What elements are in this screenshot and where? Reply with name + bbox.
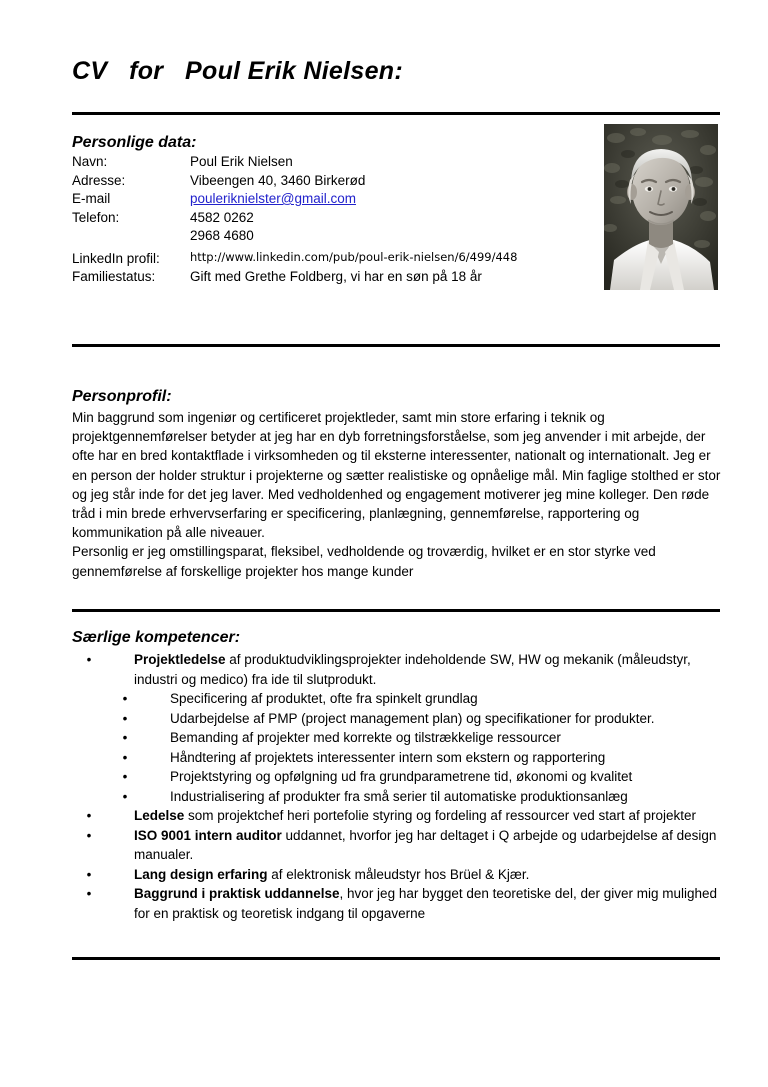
- competency-item: [72, 689, 732, 709]
- bullet-icon: •: [86, 808, 92, 823]
- personal-data-value: Vibeengen 40, 3460 Birkerød: [190, 172, 366, 188]
- competency-item: [72, 728, 732, 748]
- competency-item: [72, 806, 732, 826]
- competency-item: [72, 748, 732, 768]
- competency-term: ISO 9001 intern auditor: [134, 827, 282, 843]
- personal-data-row: [72, 229, 542, 252]
- portrait-photo-image: [604, 124, 718, 290]
- linkedin-url: http://www.linkedin.com/pub/poul-erik-nielsen/6/499/448: [190, 249, 518, 264]
- bullet-icon: •: [122, 749, 128, 765]
- competency-text: Projektstyring og opfølgning ud fra grundparametrene tid, økonomi og kvalitet: [170, 769, 633, 784]
- bullet-icon: •: [86, 866, 92, 882]
- bullet-icon: •: [86, 652, 92, 667]
- competency-term: Lang design erfaring: [134, 866, 268, 882]
- divider-rule-bottom: [72, 957, 720, 960]
- personal-data-row: [72, 192, 542, 211]
- competency-text: Bemanding af projekter med korrekte og tilstrækkelige ressourcer: [170, 730, 561, 745]
- divider-rule-top: [72, 112, 720, 115]
- personal-data-label: E-mail: [72, 191, 111, 206]
- personal-data-value: 2968 4680: [190, 228, 254, 243]
- competency-item: [72, 787, 732, 807]
- personal-data-label: Adresse:: [72, 172, 126, 188]
- personal-data-row: [72, 155, 542, 174]
- section-heading-profile: Personprofil:: [72, 388, 172, 405]
- competency-description: af produktudviklingsprojekter indeholdende SW, HW og mekanik (måleudstyr, industri og medico) fra ide til slutprodukt.: [134, 652, 691, 687]
- competency-text: Udarbejdelse af PMP (project management plan) og specifikationer for produkter.: [170, 710, 655, 726]
- bullet-icon: •: [122, 788, 128, 804]
- personal-data-label: Navn:: [72, 154, 108, 169]
- competency-text: Håndtering af projektets interessenter intern som ekstern og rapportering: [170, 749, 606, 765]
- section-heading-personal-data: Personlige data:: [72, 134, 197, 151]
- bullet-icon: •: [86, 886, 92, 901]
- bullet-icon: •: [122, 730, 128, 745]
- personal-data-table: [72, 155, 542, 289]
- personal-data-label: LinkedIn profil:: [72, 250, 160, 266]
- personal-data-label: [72, 229, 190, 252]
- section-heading-competencies: Særlige kompetencer:: [72, 629, 241, 646]
- competency-term: Ledelse: [134, 808, 185, 823]
- email-link[interactable]: [190, 192, 542, 211]
- competency-description: uddannet, hvorfor jeg har deltaget i Q arbejde og udarbejdelse af design manualer.: [134, 827, 717, 862]
- personal-data-label: Telefon:: [72, 209, 120, 225]
- competency-text: [134, 808, 696, 823]
- competency-item: [72, 884, 732, 923]
- competencies-list: [72, 650, 732, 923]
- competency-description: af elektronisk måleudstyr hos Brüel & Kjær.: [267, 866, 530, 882]
- portrait-photo: [604, 124, 718, 290]
- competency-description: som projektchef heri portefolie styring og fordeling af ressourcer ved start af projekter: [184, 808, 697, 823]
- competency-term: Projektledelse: [134, 652, 226, 667]
- competency-item: [72, 650, 732, 689]
- competency-term: Baggrund i praktisk uddannelse: [134, 886, 340, 901]
- profile-paragraphs: [72, 408, 728, 581]
- personal-data-row: [72, 270, 542, 289]
- personal-data-value: 4582 0262: [190, 209, 254, 225]
- personal-data-value: Poul Erik Nielsen: [190, 154, 293, 169]
- bullet-icon: •: [122, 710, 128, 726]
- bullet-icon: •: [86, 827, 92, 843]
- personal-data-rows: [72, 155, 542, 289]
- competency-text: [134, 886, 717, 921]
- competency-text: Industrialisering af produkter fra små serier til automatiske produktionsanlæg: [170, 788, 628, 804]
- bullet-icon: •: [122, 691, 128, 706]
- profile-paragraph: Min baggrund som ingeniør og certificeret projektleder, samt min store erfaring i teknik og projektgennemførelser betyder at jeg har en dyb forretningsforståelse, som jeg anvender i mit arbejde, der ofte har en bred kontaktflade i virksomheden og til eksterne interessenter, nationalt og internationalt. Jeg er en person der holder struktur i projekterne og sætter realistiske og opnåelige mål. Min faglige stolthed er stor og jeg står inde for det jeg laver. Med vedholdenhed og engagement motiverer jeg mine kolleger. Den røde tråd i min brede erhvervserfaring er specificering, planlægning, gennemførelse, rapportering og kommunikation på alle niveauer.: [72, 410, 721, 541]
- profile-paragraph: Personlig er jeg omstillingsparat, fleksibel, vedholdende og troværdig, hvilket er en stor styrke ved gennemførelse af forskellige projekter hos mange kunder: [72, 544, 656, 579]
- competency-text: Specificering af produktet, ofte fra spinkelt grundlag: [170, 691, 478, 706]
- email-link-text[interactable]: pouleriknielster@gmail.com: [190, 191, 357, 206]
- divider-rule-after-personal: [72, 344, 720, 347]
- personal-data-value: Gift med Grethe Foldberg, vi har en søn på 18 år: [190, 269, 482, 284]
- competency-item: [72, 709, 732, 729]
- competency-item: [72, 865, 732, 885]
- personal-data-label: Familiestatus:: [72, 269, 156, 284]
- competency-description: , hvor jeg har bygget den teoretiske del, der giver mig mulighed for en praktisk og teoretisk indgang til opgaverne: [134, 886, 718, 921]
- personal-data-row: [72, 211, 542, 230]
- competency-item: [72, 767, 732, 787]
- competency-text: [134, 867, 529, 882]
- bullet-icon: •: [122, 769, 128, 784]
- competency-text: [134, 828, 716, 863]
- divider-rule-after-profile: [72, 609, 720, 612]
- page-title: CV for Poul Erik Nielsen:: [72, 57, 403, 85]
- personal-data-row: [72, 252, 542, 271]
- competency-item: [72, 826, 732, 865]
- personal-data-row: [72, 174, 542, 193]
- competency-text: [134, 652, 691, 687]
